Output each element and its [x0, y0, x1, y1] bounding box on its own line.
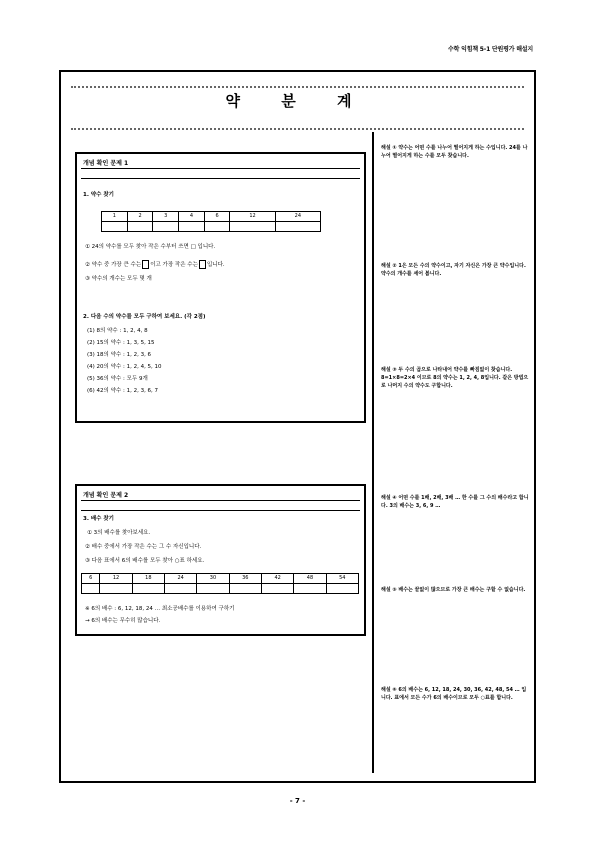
explanation-note: 해설 ① 약수는 어떤 수를 나누어 떨어지게 하는 수입니다. 24를 나누어 떨어지게 하는 수를 모두 찾습니다. — [381, 145, 528, 159]
table-cell: 36 — [229, 574, 261, 584]
box1-rule-2 — [81, 178, 360, 179]
table-cell — [127, 222, 153, 232]
table-cell — [102, 222, 128, 232]
table-cell: 1 — [102, 212, 128, 222]
explanation-note: 해설 ⑤ 배수는 끝없이 많으므로 가장 큰 배수는 구할 수 없습니다. — [381, 587, 526, 593]
box1-table — [101, 211, 321, 232]
table-cell — [294, 584, 326, 594]
box2-rule-2 — [81, 510, 360, 511]
box2-line2: ② 배수 중에서 가장 작은 수는 그 수 자신입니다. — [85, 544, 202, 550]
list-item: (5) 36의 약수 : 모두 9개 — [87, 376, 148, 382]
list-item: (3) 18의 약수 : 1, 2, 3, 6 — [87, 352, 152, 358]
page-title: 약 분 계 — [225, 92, 370, 110]
table-cell — [100, 584, 132, 594]
box1-line2-part-c: 입니다. — [206, 262, 225, 268]
box1-line1: ① 24의 약수를 모두 찾아 작은 수부터 쓰면 □ 입니다. — [85, 244, 216, 250]
page-number: - 7 - — [289, 797, 306, 805]
box2-rule-1 — [81, 500, 360, 501]
table-cell: 18 — [132, 574, 164, 584]
page-frame — [59, 70, 536, 783]
running-header: 수학 익힘책 5-1 단원평가 해설지 — [448, 46, 533, 53]
table-cell — [326, 584, 358, 594]
concept-box-1 — [75, 152, 366, 423]
box2-table — [81, 573, 359, 594]
box1-subhead: 2. 다음 수의 약수를 모두 구하여 보세요. (각 2점) — [83, 314, 206, 320]
title-rule-top — [71, 86, 524, 88]
table-cell: 30 — [197, 574, 229, 584]
table-cell — [82, 584, 100, 594]
table-cell: 6 — [204, 212, 230, 222]
table-cell: 12 — [100, 574, 132, 584]
column-divider — [372, 132, 374, 773]
box1-rule-1 — [81, 168, 360, 169]
table-cell: 12 — [230, 212, 275, 222]
box2-foot1: ※ 6의 배수 : 6, 12, 18, 24 … 최소공배수를 이용하여 구하기 — [85, 606, 235, 612]
box2-line3: ③ 다음 표에서 6의 배수를 모두 찾아 ○표 하세요. — [85, 558, 205, 564]
table-cell: 54 — [326, 574, 358, 584]
table-cell: 6 — [82, 574, 100, 584]
table-cell — [179, 222, 205, 232]
table-cell: 48 — [294, 574, 326, 584]
table-cell: 2 — [127, 212, 153, 222]
explanation-note: 해설 ④ 어떤 수를 1배, 2배, 3배 … 한 수를 그 수의 배수라고 합니다. 3의 배수는 3, 6, 9 … — [381, 495, 529, 509]
table-cell: 4 — [179, 212, 205, 222]
table-cell — [275, 222, 320, 232]
list-item: (1) 8의 약수 : 1, 2, 4, 8 — [87, 328, 148, 334]
box1-line3: ③ 약수의 개수는 모두 몇 개 — [85, 276, 152, 282]
box1-subtitle: 1. 약수 찾기 — [83, 192, 114, 198]
concept-box-2 — [75, 484, 366, 636]
table-cell — [153, 222, 179, 232]
table-cell — [165, 584, 197, 594]
table-cell: 24 — [275, 212, 320, 222]
list-item: (6) 42의 약수 : 1, 2, 3, 6, 7 — [87, 388, 159, 394]
answer-blank[interactable] — [142, 260, 149, 269]
box1-title: 개념 확인 문제 1 — [83, 160, 129, 167]
title-rule-bottom — [71, 128, 524, 130]
table-cell — [229, 584, 261, 594]
table-cell — [261, 584, 293, 594]
table-cell — [230, 222, 275, 232]
table-cell: 24 — [165, 574, 197, 584]
list-item: (4) 20의 약수 : 1, 2, 4, 5, 10 — [87, 364, 162, 370]
table-cell: 3 — [153, 212, 179, 222]
table-cell — [132, 584, 164, 594]
box1-line2 — [85, 260, 225, 269]
box2-title: 개념 확인 문제 2 — [83, 492, 129, 499]
explanation-note: 해설 ③ 두 수의 곱으로 나타내어 약수를 빠짐없이 찾습니다. 8=1×8=2×4 이므로 8의 약수는 1, 2, 4, 8입니다. 같은 방법으로 나머지 수의 약수도 구합니다. — [381, 367, 529, 389]
answer-blank[interactable] — [199, 260, 206, 269]
box1-line2-part-a: ② 약수 중 가장 큰 수는 — [85, 262, 142, 268]
table-cell — [204, 222, 230, 232]
table-cell: 42 — [261, 574, 293, 584]
list-item: (2) 15의 약수 : 1, 3, 5, 15 — [87, 340, 155, 346]
explanation-note: 해설 ② 1은 모든 수의 약수이고, 자기 자신은 가장 큰 약수입니다. 약수의 개수를 세어 봅니다. — [381, 263, 526, 277]
explanation-note: 해설 ⑥ 6의 배수는 6, 12, 18, 24, 30, 36, 42, 48, 54 … 입니다. 표에서 모든 수가 6의 배수이므로 모두 ○표를 합니다. — [381, 687, 527, 701]
box1-line2-part-b: 이고 가장 작은 수는 — [150, 262, 198, 268]
box2-subtitle: 3. 배수 찾기 — [83, 516, 114, 522]
box2-foot2: → 6의 배수는 무수히 많습니다. — [85, 618, 161, 624]
table-cell — [197, 584, 229, 594]
box2-line1: ① 3의 배수를 찾아보세요. — [87, 530, 151, 536]
